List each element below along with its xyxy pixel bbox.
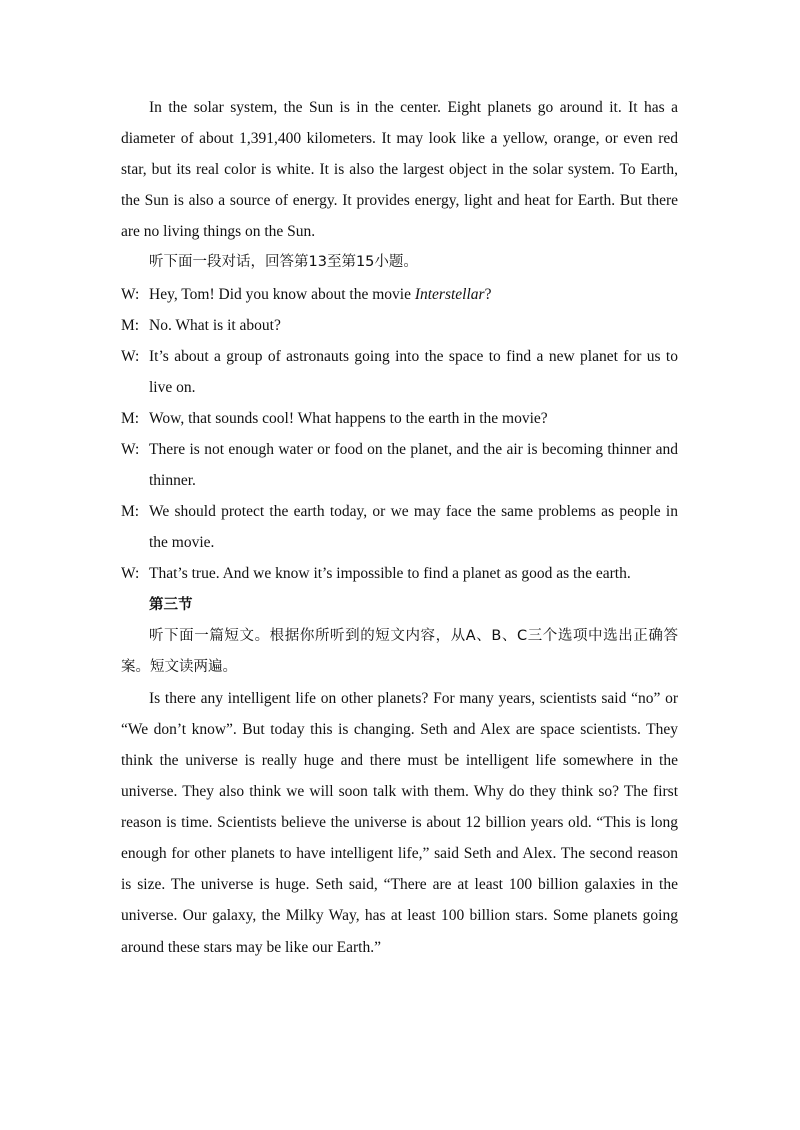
dialog-text: Wow, that sounds cool! What happens to the earth in the movie? [149,409,548,427]
passage-instruction: 听下面一篇短文。根据你所听到的短文内容，从A、B、C三个选项中选出正确答案。短文读两遍。 [121,627,678,675]
dialog-line [121,558,678,589]
speaker-label: M: [121,409,140,427]
dialog-line [121,434,678,496]
dialog-text: It’s about a group of astronauts going into the space to find a new planet for us to live on. [149,347,678,396]
dialog-text: There is not enough water or food on the planet, and the air is becoming thinner and thinner. [149,441,678,490]
speaker-label: M: [121,503,140,521]
dialog-line [121,279,678,310]
document-page [121,92,678,963]
speaker-label: W: [121,441,140,459]
speaker-label: W: [121,565,140,583]
dialog-line [121,403,678,434]
speaker-label: W: [121,285,140,303]
dialog-text: That’s true. And we know it’s impossible to find a planet as good as the earth. [149,565,631,583]
dialog-text: No. What is it about? [149,316,281,334]
dialog-line [121,341,678,403]
dialog-text: Hey, Tom! Did you know about the movie [149,285,415,303]
section-heading: 第三节 [149,596,193,613]
dialog-line [121,496,678,558]
dialog-instruction: 听下面一段对话，回答第13至第15小题。 [149,254,418,271]
passage-sun: In the solar system, the Sun is in the center. Eight planets go around it. It has a diameter of about 1,391,400 kilometers. It may look like a yellow, orange, or even red star, but its real color is white. It is also the largest object in the solar system. To Earth, the Sun is also a source of energy. It provides energy, light and heat for Earth. But there are no living things on the Sun. [121,99,678,241]
dialog-line [121,310,678,341]
speaker-label: W: [121,347,140,365]
movie-title: Interstellar [414,285,485,303]
dialog-text-end: ? [484,285,492,303]
passage-intelligent-life: Is there any intelligent life on other planets? For many years, scientists said “no” or “We don’t know”. But today this is changing. Seth and Alex are space scientists. They think the universe is really huge and there must be intelligent life somewhere in the universe. They also think we will soon talk with them. Why do they think so? The first reason is time. Scientists believe the universe is about 12 billion years old. “This is long enough for other planets to have intelligent life,” said Seth and Alex. The second reason is size. The universe is huge. Seth said, “There are at least 100 billion galaxies in the universe. Our galaxy, the Milky Way, has at least 100 billion stars. Some planets going around these stars may be like our Earth.” [121,689,678,956]
speaker-label: M: [121,316,140,334]
dialog [121,279,678,590]
dialog-text: We should protect the earth today, or we may face the same problems as people in the movie. [149,503,678,552]
